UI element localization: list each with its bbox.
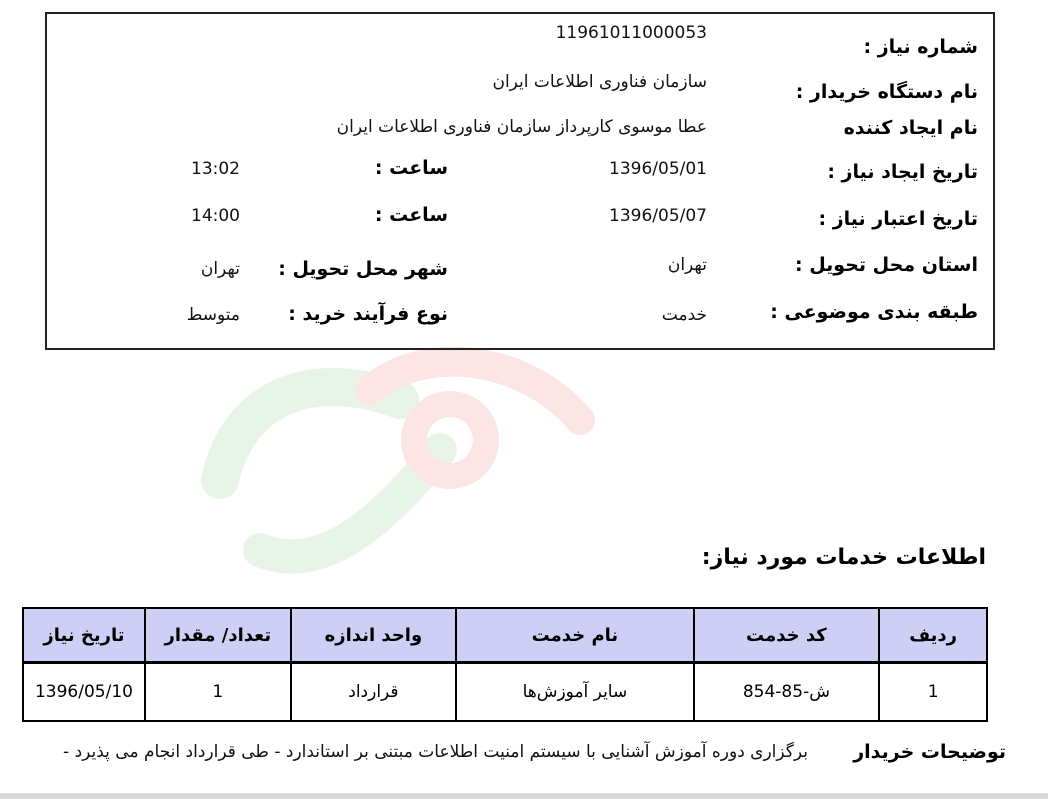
category-label: طبقه بندی موضوعی : [770,301,978,323]
table-row [23,663,987,722]
cell-service-code: ش-85-854 [694,663,880,722]
need-info-box [45,12,995,350]
need-number-value: 11961011000053 [555,23,707,43]
creator-value: عطا موسوی کارپرداز سازمان فناوری اطلاعات ایران [336,117,707,137]
cell-row-number: 1 [879,663,987,722]
services-table [22,607,988,722]
creator-label: نام ایجاد کننده [843,117,978,139]
creation-date-value: 1396/05/01 [609,159,707,179]
column-header-unit: واحد اندازه [291,608,457,663]
delivery-city-label: شهر محل تحویل : [278,258,448,280]
purchase-process-label: نوع فرآیند خرید : [288,303,448,325]
validity-date-label: تاریخ اعتبار نیاز : [818,208,978,230]
column-header-need-date: تاریخ نیاز [23,608,145,663]
column-header-quantity: تعداد/ مقدار [145,608,291,663]
creation-time-value: 13:02 [191,159,240,179]
validity-time-value: 14:00 [191,206,240,226]
cell-quantity: 1 [145,663,291,722]
validity-time-label: ساعت : [374,204,448,226]
watermark-logo-icon [200,330,600,590]
need-number-label: شماره نیاز : [863,36,978,58]
creation-date-label: تاریخ ایجاد نیاز : [827,161,978,183]
services-section-title: اطلاعات خدمات مورد نیاز: [701,545,986,570]
column-header-service-code: کد خدمت [694,608,880,663]
buyer-org-value: سازمان فناوری اطلاعات ایران [492,72,707,92]
purchase-process-value: متوسط [186,305,240,325]
buyer-org-label: نام دستگاه خریدار : [795,81,978,103]
delivery-province-label: استان محل تحویل : [795,254,978,276]
column-header-row-number: ردیف [879,608,987,663]
buyer-notes-text: برگزاری دوره آموزش آشنایی با سیستم امنیت اطلاعات مبتنی بر استاندارد - طی قرارداد انجام می پذیرد - [63,742,808,762]
cell-unit: قرارداد [291,663,457,722]
cell-need-date: 1396/05/10 [23,663,145,722]
buyer-notes-label: توضیحات خریدار [853,741,1006,763]
delivery-city-value: تهران [200,259,240,279]
delivery-province-value: تهران [667,255,707,275]
category-value: خدمت [661,305,707,325]
column-header-service-name: نام خدمت [456,608,693,663]
bottom-scroll-edge [0,793,1048,799]
services-table-header-row [23,608,987,663]
cell-service-name: سایر آموزش‌ها [456,663,693,722]
validity-date-value: 1396/05/07 [609,206,707,226]
creation-time-label: ساعت : [374,157,448,179]
